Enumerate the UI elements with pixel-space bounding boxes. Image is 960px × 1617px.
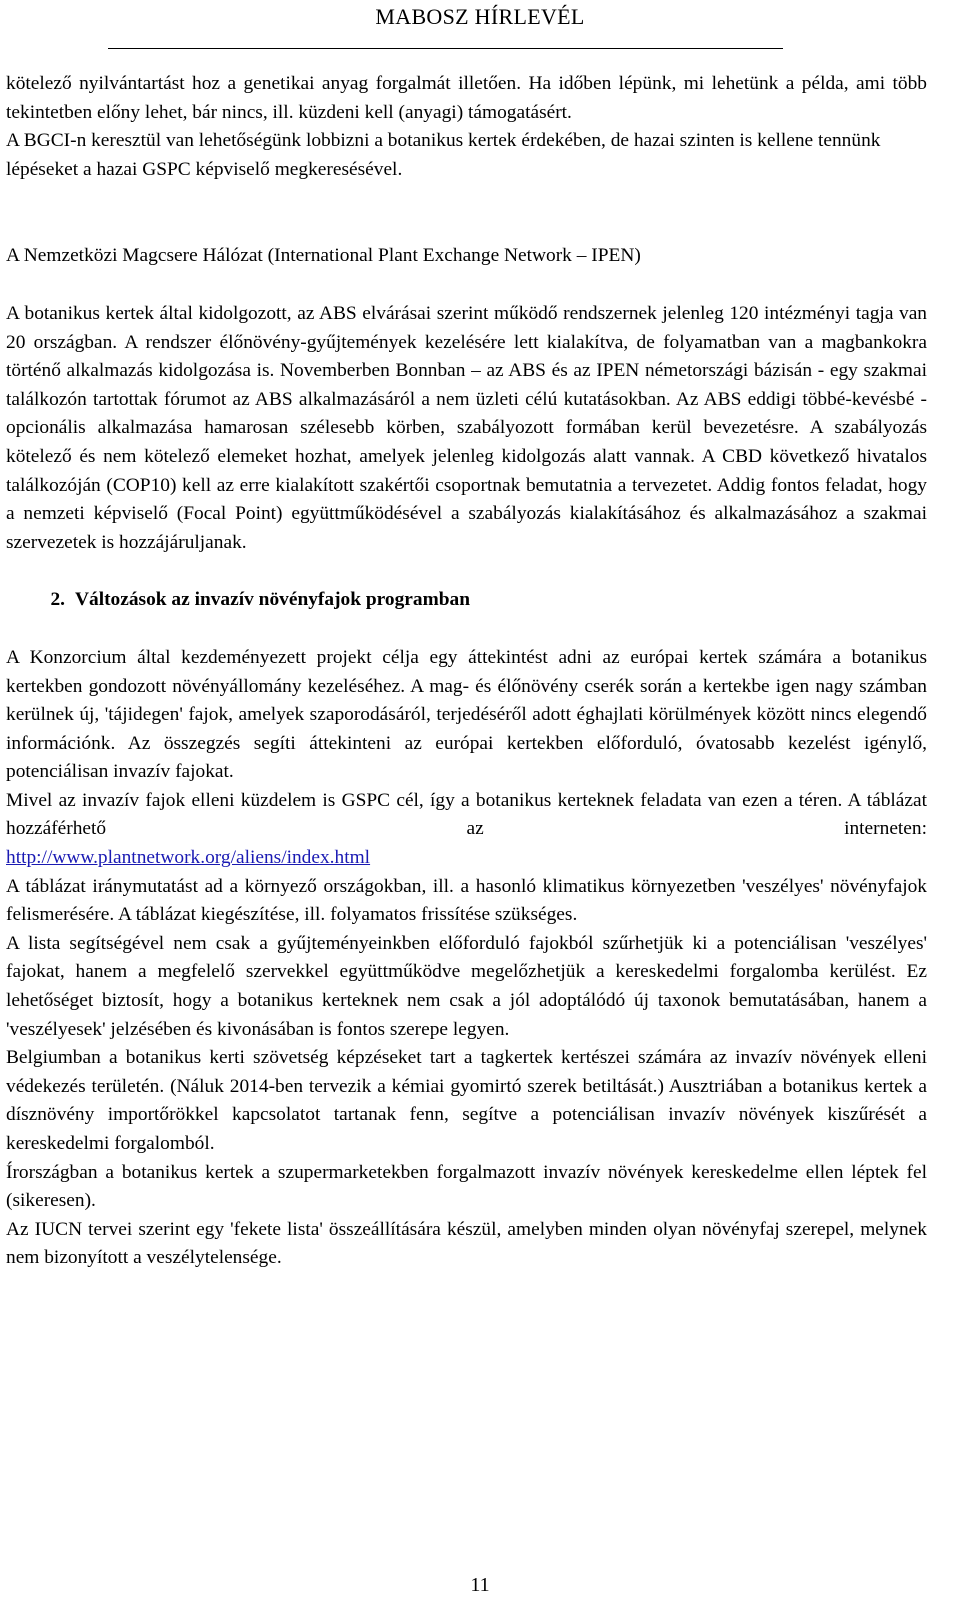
intro-paragraph-1: kötelező nyilvántartást hoz a genetikai anyag forgalmát illetően. Ha időben lépünk, mi lehetünk a példa, ami több tekintetben előny lehet, bár nincs, ill. küzdeni kell (anyagi) támogatásért. <box>6 73 927 123</box>
intro-paragraph-2: A BGCI-n keresztül van lehetőségünk lobbizni a botanikus kertek érdekében, de hazai szinten is kellene tennünk lépéseket a hazai GSPC képviselő megkeresésével. <box>6 130 881 180</box>
spacer <box>6 271 927 300</box>
section-paragraph-2: Mivel az invazív fajok elleni küzdelem is GSPC cél, így a botanikus kerteknek feladata van ezen a téren. A táblázat hozzáférhető az interneten: <box>6 789 927 840</box>
page-content <box>6 70 927 1273</box>
section-number: 2. <box>50 589 65 611</box>
newsletter-title: MABOSZ HÍRLEVÉL <box>375 4 585 29</box>
section-paragraph-1: A Konzorcium által kezdeményezett projekt célja egy áttekintést adni az európai kertek számára a botanikus kertekben gondozott növényállomány kezeléséhez. A mag- és élőnövény cserék során a kertekbe igen nagy számban kerülnek új, 'tájidegen' fajok, amelyek szaporodásáról, terjedéséről adott éghajlati körülmények között nincs elegendő információnk. Az összegzés segíti áttekinteni az európai kertekben előforduló, óvatosabb kezelést igénylő, potenciálisan invazív fajokat. <box>6 646 927 783</box>
spacer <box>6 557 927 586</box>
plantnetwork-link-line <box>6 844 927 873</box>
section-paragraph-5: Belgiumban a botanikus kerti szövetség képzéseket tart a tagkertek kertészei számára az invazív növények elleni védekezés területén. (Náluk 2014-ben tervezik a kémiai gyomirtó szerek betiltását.) Ausztriában a botanikus kertek a dísznövény importőrökkel kapcsolatot tartanak fenn, segítve a potenciálisan invazív növények kiszűrését a kereskedelmi forgalomból. <box>6 1047 927 1154</box>
ipen-body: A botanikus kertek által kidolgozott, az ABS elvárásai szerint működő rendszernek jelenleg 120 intézményi tagja van 20 országban. A rendszer élőnövény-gyűjtemények kezelésére lett kialakítva, de folyamatban van a magbankokra történő alkalmazás kidolgozása is. Novemberben Bonnban – az ABS és az IPEN németországi bázisán - egy szakmai találkozón tartottak fórumot az ABS alkalmazásáról a nem üzleti célú kutatásokban. Az ABS eddigi többé-kevésbé - opcionális alkalmazása hamarosan szélesebb körben, szabályozott formában kerül bevezetésre. A szabályozás kötelező és nem kötelező elemeket hozhat, amelyek jelenleg kidolgozás alatt vannak. A CBD következő hivatalos találkozóján (COP10) kell az erre kialakított szakértői csoportnak bemutatnia a tervezetet. Addig fontos feladat, hogy a nemzeti képviselő (Focal Point) együttműködésével a szabályozás kialakításához és alkalmazásához a szakmai szervezetek is hozzájáruljanak. <box>6 302 927 553</box>
section-paragraph-6: Írországban a botanikus kertek a szupermarketekben forgalmazott invazív növények kereskedelme ellen léptek fel (sikeresen). <box>6 1161 927 1212</box>
spacer <box>6 615 927 644</box>
page-number: 11 <box>470 1574 490 1596</box>
plantnetwork-link[interactable]: http://www.plantnetwork.org/aliens/index.html <box>6 847 371 869</box>
ipen-title: A Nemzetközi Magcsere Hálózat (International Plant Exchange Network – IPEN) <box>6 245 641 267</box>
section-paragraph-3: A táblázat iránymutatást ad a környező országokban, ill. a hasonló klimatikus környezetben 'veszélyes' növényfajok felismerésére. A táblázat kiegészítése, ill. folyamatos frissítése szükséges. <box>6 875 927 926</box>
section-paragraph-4: A lista segítségével nem csak a gyűjteményeinkben előforduló fajokból szűrhetjük ki a potenciálisan 'veszélyes' fajokat, hanem a megfelelő szervekkel együttműködve megelőzhetjük a kereskedelmi forgalomba kerülést. Ez lehetőséget biztosít, hogy a botanikus kerteknek nem csak a jól adoptálódó új taxonok bemutatásában, hanem a 'veszélyesek' jelzésében és kivonásában is fontos szerepe legyen. <box>6 932 927 1040</box>
section-heading <box>6 586 927 615</box>
header-divider <box>108 48 783 49</box>
section-title: Változások az invazív növényfajok programban <box>75 589 471 611</box>
section-paragraph-7: Az IUCN tervei szerint egy 'fekete lista' összeállítására készül, amelyben minden olyan növényfaj szerepel, melynek nem bizonyított a veszélytelensége. <box>6 1218 927 1269</box>
spacer <box>6 184 927 242</box>
